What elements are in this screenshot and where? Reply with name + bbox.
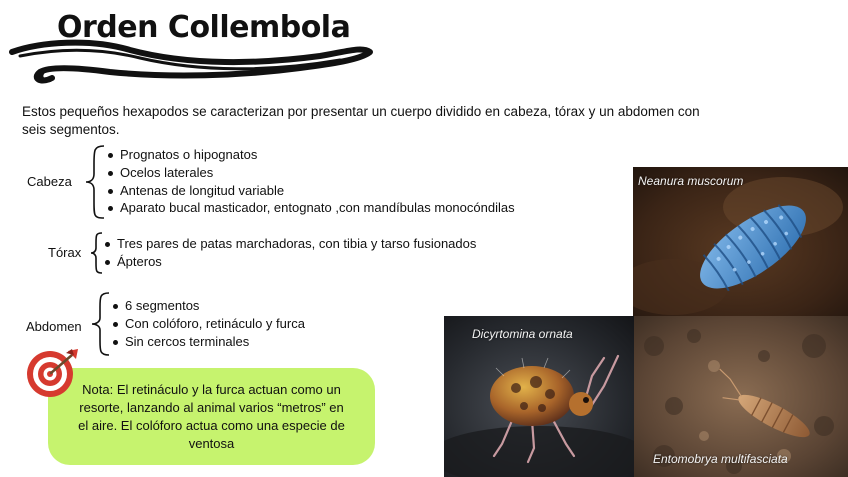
target-arrow-icon — [26, 347, 82, 399]
photo-entomobrya-multifasciata — [634, 316, 848, 477]
list-item: 6 segmentos — [112, 297, 305, 315]
list-item: Ápteros — [104, 253, 476, 271]
photo-caption: Dicyrtomina ornata — [472, 327, 573, 341]
torax-list — [104, 235, 476, 271]
page-title: Orden Collembola — [57, 10, 351, 45]
list-item: Prognatos o hipognatos — [107, 146, 515, 164]
photo-dicyrtomina-ornata — [444, 316, 634, 477]
list-item: Antenas de longitud variable — [107, 182, 515, 200]
list-item: Con colóforo, retináculo y furca — [112, 315, 305, 333]
cabeza-list — [107, 146, 515, 217]
list-item: Sin cercos terminales — [112, 333, 305, 351]
list-item: Ocelos laterales — [107, 164, 515, 182]
brace-icon — [89, 231, 105, 275]
photo-neanura-muscorum — [633, 167, 848, 316]
list-item: Aparato bucal masticador, entognato ,con mandíbulas monocóndilas — [107, 199, 515, 217]
photo-caption: Entomobrya multifasciata — [653, 452, 788, 466]
section-label-cabeza: Cabeza — [27, 174, 72, 189]
note-text: Nota: El retináculo y la furca actuan como un resorte, lanzando al animal varios “metros” en el aire. El colóforo actua como una especie de ventosa — [78, 381, 345, 451]
list-item: Tres pares de patas marchadoras, con tibia y tarso fusionados — [104, 235, 476, 253]
brace-icon — [84, 144, 108, 220]
photo-caption: Neanura muscorum — [638, 174, 744, 188]
abdomen-list — [112, 297, 305, 350]
note-box — [48, 368, 375, 465]
section-label-torax: Tórax — [48, 245, 82, 260]
brace-icon — [90, 291, 112, 357]
intro-paragraph: Estos pequeños hexapodos se caracterizan por presentar un cuerpo dividido en cabeza, tórax y un abdomen con seis segmentos. — [22, 104, 700, 137]
section-label-abdomen: Abdomen — [26, 319, 82, 334]
